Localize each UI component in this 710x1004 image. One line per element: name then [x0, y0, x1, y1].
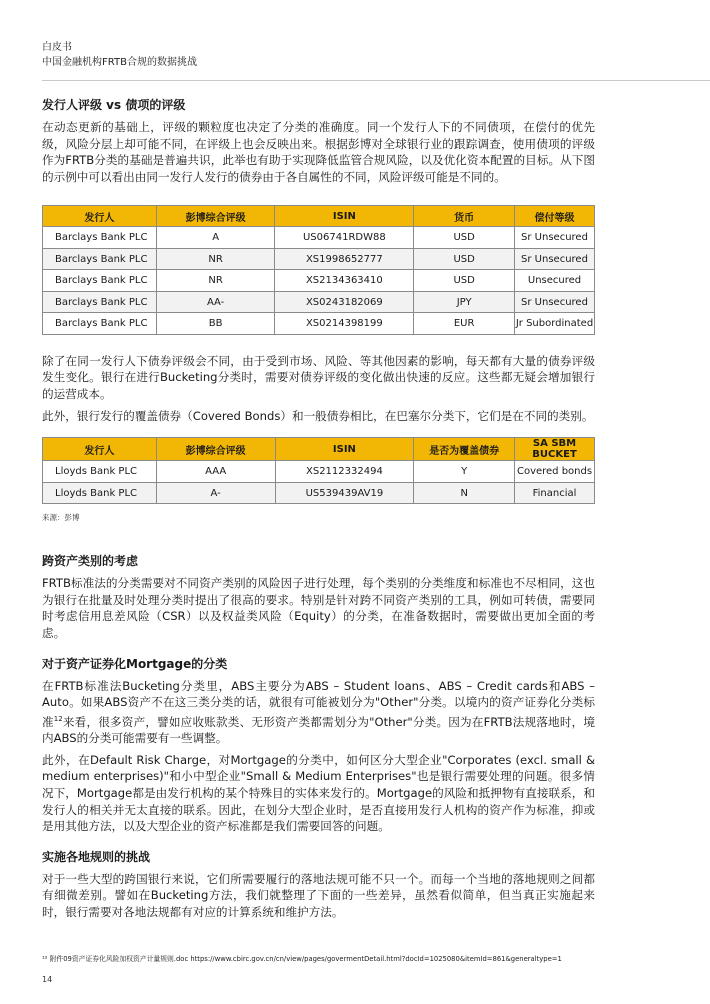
table-cell: XS0243182069 [275, 291, 414, 313]
page-number: 14 [42, 975, 53, 984]
table-cell: Barclays Bank PLC [43, 313, 157, 335]
table-cell: A [156, 227, 275, 249]
table-cell: Sr Unsecured [515, 227, 595, 249]
footnote-ref: 12 [53, 714, 63, 723]
table-header: ISIN [275, 438, 414, 461]
table-cell: AA- [156, 291, 275, 313]
table-header: 发行人 [43, 206, 157, 227]
lloyds-covered-bond-table [42, 437, 595, 504]
table-header: SA SBM BUCKET [515, 438, 595, 461]
table-row [43, 291, 595, 313]
local-rules-paragraph: 对于一些大型的跨国银行来说，它们所需要履行的落地法规可能不只一个。而每一个当地的落地规则之间都有细微差别。譬如在Bucketing方法，我们就整理了下面的一些差异，虽然看似简单，但当真正实施起来时，银行需要对各地法规都有对应的计算系统和维护方法。 [42, 871, 595, 920]
table-cell: N [414, 482, 515, 504]
table-cell: BB [156, 313, 275, 335]
mortgage-text-a: 在FRTB标准法Bucketing分类里，ABS主要分为ABS – Student loans、ABS – Credit cards和ABS – Auto。如果ABS资产不在这三类分类的话，就很有可能被划分为"Other"分类。以境内的资产证券化分类标准 [42, 678, 595, 729]
table-cell: Unsecured [515, 270, 595, 292]
table-cell: Barclays Bank PLC [43, 248, 157, 270]
table-row [43, 248, 595, 270]
table-cell: USD [414, 248, 515, 270]
table-cell: Barclays Bank PLC [43, 291, 157, 313]
covered-bonds-paragraph: 此外，银行发行的覆盖债券（Covered Bonds）和一般债券相比，在巴塞尔分类下，它们是在不同的类别。 [42, 408, 594, 423]
table-cell: XS0214398199 [275, 313, 414, 335]
table-cell: Barclays Bank PLC [43, 227, 157, 249]
section-title-mortgage: 对于资产证券化Mortgage的分类 [42, 656, 228, 671]
barclays-rating-table [42, 205, 595, 335]
mortgage-paragraph-1 [42, 678, 595, 747]
header-divider [42, 80, 710, 81]
table-cell: XS2112332494 [275, 461, 414, 483]
table-cell: NR [156, 270, 275, 292]
table-cell: JPY [414, 291, 515, 313]
table-cell: AAA [156, 461, 275, 483]
table-cell: Financial [515, 482, 595, 504]
section-title-cross-asset: 跨资产类别的考虑 [42, 554, 139, 569]
table-cell: Sr Unsecured [515, 248, 595, 270]
table-header: 是否为覆盖债券 [414, 438, 515, 461]
table-header: ISIN [275, 206, 414, 227]
table-row [43, 482, 595, 504]
header-line1: 白皮书 [42, 42, 72, 53]
table-cell: Y [414, 461, 515, 483]
table-cell: US06741RDW88 [275, 227, 414, 249]
table-cell: NR [156, 248, 275, 270]
table-cell: Covered bonds [515, 461, 595, 483]
table-cell: Sr Unsecured [515, 291, 595, 313]
table-header: 偿付等级 [515, 206, 595, 227]
table-header: 发行人 [43, 438, 157, 461]
rating-change-paragraph: 除了在同一发行人下债券评级会不同，由于受到市场、风险、等其他因素的影响，每天都有大量的债券评级发生变化。银行在进行Bucketing分类时，需要对债券评级的变化做出快速的反应。这些都无疑会增加银行的运营成本。 [42, 353, 595, 402]
main-content [42, 97, 595, 921]
section-title-local-rules: 实施各地规则的挑战 [42, 849, 151, 864]
table-row [43, 270, 595, 292]
table-cell: USD [414, 270, 515, 292]
table-row [43, 461, 595, 483]
table-header: 货币 [414, 206, 515, 227]
table-header-row [43, 438, 595, 461]
table-cell: Barclays Bank PLC [43, 270, 157, 292]
table-header-row [43, 206, 595, 227]
table-cell: A- [156, 482, 275, 504]
table-cell: Jr Subordinated [515, 313, 595, 335]
table-cell: XS2134363410 [275, 270, 414, 292]
table-cell: USD [414, 227, 515, 249]
footnote: ¹² 附件09资产证券化风险加权资产计量规则.doc https://www.cbirc.gov.cn/cn/view/pages/govermentDetail.html?docId=1025080&itemId=861&generaltype=1 [42, 955, 562, 963]
section-title-ratings: 发行人评级 vs 债项的评级 [42, 98, 186, 112]
table-cell: EUR [414, 313, 515, 335]
table-cell: XS1998652777 [275, 248, 414, 270]
table-cell: US539439AV19 [275, 482, 414, 504]
table-cell: Lloyds Bank PLC [43, 482, 157, 504]
mortgage-paragraph-2: 此外，在Default Risk Charge，对Mortgage的分类中，如何区分大型企业"Corporates (excl. small & medium enterprises)"和小中型企业"Small & Medium Enterprises"也是银行需要处理的问题。很多情况下，Mortgage都是由发行机构的某个特殊目的实体来发行的。Mortgage的风险和抵押物有直接联系，和发行人的相关并无太直接的联系。因此，在划分大型企业时，是否直接用发行人机构的资产作为标准，抑或是用其他方法，以及大型企业的资产标准都是我们需要回答的问题。 [42, 752, 595, 834]
mortgage-text-b: 来看，很多资产，譬如应收账款类、无形资产类都需划分为"Other"分类。因为在FRTB法规落地时，境内ABS的分类可能需要有一些调整。 [42, 714, 595, 746]
table-source: 来源：彭博 [42, 513, 80, 523]
ratings-paragraph: 在动态更新的基础上，评级的颗粒度也决定了分类的准确度。同一个发行人下的不同债项，在偿付的优先级，风险分层上却可能不同，在评级上也会反映出来。根据彭博对全球银行业的跟踪调查，使用债项的评级作为FRTB分类的基础是普遍共识，此举也有助于实现降低监管合规风险，以及优化资本配置的目标。从下图的示例中可以看出由同一发行人发行的债券由于各自属性的不同，风险评级可能是不同的。 [42, 120, 595, 184]
table-cell: Lloyds Bank PLC [43, 461, 157, 483]
header-line2: 中国金融机构FRTB合规的数据挑战 [42, 57, 197, 68]
table-header: 彭博综合评级 [156, 206, 275, 227]
table-row [43, 313, 595, 335]
cross-asset-paragraph: FRTB标准法的分类需要对不同资产类别的风险因子进行处理，每个类别的分类维度和标准也不尽相同，这也为银行在批量及时处理分类时提出了很高的要求。特别是针对跨不同资产类别的工具，例如可转债，需要同时考虑信用息差风险（CSR）以及权益类风险（Equity）的分类，在准备数据时，需要做出更加全面的考虑。 [42, 576, 595, 641]
table-header: 彭博综合评级 [156, 438, 275, 461]
table-row [43, 227, 595, 249]
document-header [42, 40, 197, 70]
